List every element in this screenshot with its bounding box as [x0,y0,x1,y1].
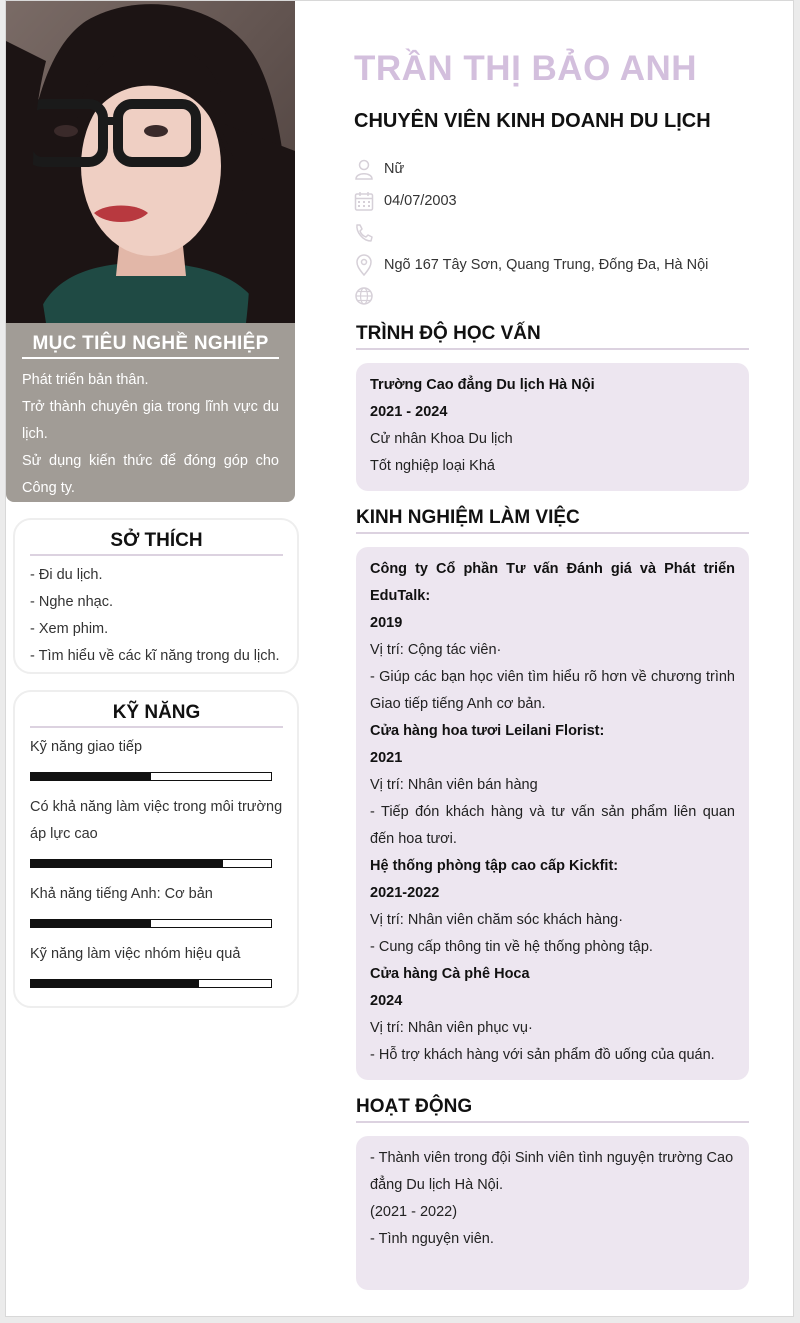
job-title: CHUYÊN VIÊN KINH DOANH DU LỊCH [354,110,711,132]
gender-row [354,157,404,181]
hobby-item: - Tìm hiểu về các kĩ năng trong du lịch. [30,648,280,664]
skill-level-bar [30,979,272,988]
activity-line: - Tình nguyện viên. [370,1231,494,1247]
career-goal-line: Phát triển bản thân. [22,372,149,388]
education-box [356,363,749,491]
skill-level-fill [31,920,151,927]
hobbies-section [13,518,299,674]
job-position: Vị trí: Nhân viên chăm sóc khách hàng· [370,912,624,928]
skill-label: Kỹ năng làm việc nhóm hiệu quả [30,946,241,962]
skill-level-fill [31,980,199,987]
activity-line: - Thành viên trong đội Sinh viên tình nguyện trường Cao đẳng Du lịch Hà Nội. [370,1150,734,1193]
hobby-item: - Nghe nhạc. [30,594,114,610]
skill-level-fill [31,773,151,780]
skill-label: Có khả năng làm việc trong môi trường áp lực cao [30,799,283,842]
phone-icon [354,222,374,244]
candidate-name: TRẦN THỊ BẢO ANH [354,49,698,88]
job-year: 2021 [370,750,403,766]
school-name: Trường Cao đẳng Du lịch Hà Nội [370,377,595,393]
skills-title: KỸ NĂNG [30,702,283,728]
calendar-icon [354,190,374,212]
job-company: Cửa hàng Cà phê Hoca [370,966,530,982]
job-year: 2019 [370,615,403,631]
career-goal-line: Sử dụng kiến thức để đóng góp cho Công ty. [22,453,279,496]
job-position: Vị trí: Cộng tác viên· [370,642,502,658]
job-company: Công ty Cổ phần Tư vấn Đánh giá và Phát triển EduTalk: [370,561,735,604]
activities-box [356,1136,749,1290]
skill-level-bar [30,919,272,928]
address-row [354,253,708,277]
profile-photo [6,1,295,323]
hobby-item: - Xem phim. [30,621,109,637]
job-description: - Tiếp đón khách hàng và tư vấn sản phẩm liên quan đến hoa tươi. [370,804,735,847]
location-pin-icon [354,254,374,276]
job-company: Cửa hàng hoa tươi Leilani Florist: [370,723,605,739]
portrait-image [6,1,295,323]
job-year: 2021-2022 [370,885,440,901]
skill-label: Khả năng tiếng Anh: Cơ bản [30,886,213,902]
job-company: Hệ thống phòng tập cao cấp Kickfit: [370,858,619,874]
skill-level-fill [31,860,223,867]
job-description: - Hỗ trợ khách hàng với sản phẩm đồ uống của quán. [370,1047,715,1063]
activities-title: HOẠT ĐỘNG [356,1096,749,1123]
job-year: 2024 [370,993,403,1009]
skill-level-bar [30,859,272,868]
education-title: TRÌNH ĐỘ HỌC VẤN [356,323,749,350]
phone-row [354,221,384,245]
birthday-value: 04/07/2003 [384,193,457,209]
experience-title: KINH NGHIỆM LÀM VIỆC [356,507,749,534]
job-description: - Cung cấp thông tin về hệ thống phòng tập. [370,939,653,955]
skill-label: Kỹ năng giao tiếp [30,739,143,755]
education-degree: Cử nhân Khoa Du lịch [370,431,513,447]
gender-value: Nữ [384,161,405,177]
activity-line: (2021 - 2022) [370,1204,458,1220]
skill-level-bar [30,772,272,781]
address-value: Ngõ 167 Tây Sơn, Quang Trung, Đống Đa, Hà Nội [384,257,709,273]
cv-page [5,0,794,1317]
globe-icon [354,285,374,307]
career-goal-title: MỤC TIÊU NGHỀ NGHIỆP [22,333,279,359]
education-years: 2021 - 2024 [370,404,448,420]
experience-box [356,547,749,1080]
birthday-row [354,189,457,213]
hobby-item: - Đi du lịch. [30,567,103,583]
career-goal-section [6,323,295,502]
career-goal-line: Trở thành chuyên gia trong lĩnh vực du lịch. [22,399,279,442]
hobbies-title: SỞ THÍCH [30,530,283,556]
job-position: Vị trí: Nhân viên bán hàng [370,777,538,793]
education-grade: Tốt nghiệp loại Khá [370,458,495,474]
user-icon [354,158,374,180]
job-description: - Giúp các bạn học viên tìm hiểu rõ hơn về chương trình Giao tiếp tiếng Anh cơ bản. [370,669,735,712]
website-row [354,284,384,308]
job-position: Vị trí: Nhân viên phục vụ· [370,1020,533,1036]
skills-section [13,690,299,1008]
